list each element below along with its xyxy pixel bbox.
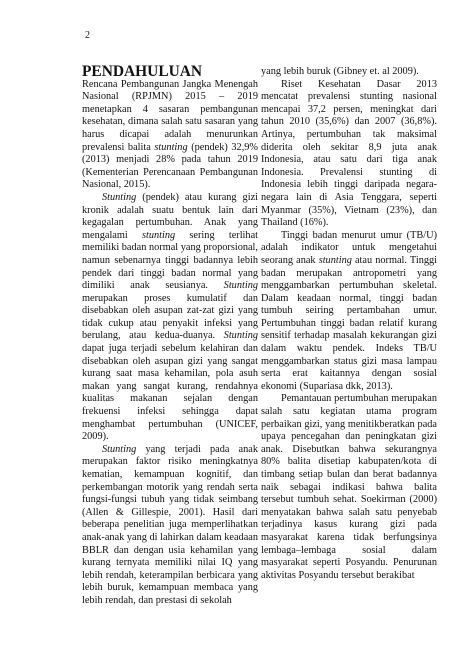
section-heading: PENDAHULUAN [82, 63, 203, 80]
italic-term: Stunting [102, 443, 137, 455]
italic-term: Stunting [102, 191, 137, 203]
paragraph [261, 230, 437, 394]
paragraph [261, 393, 437, 582]
text-run: yang lebih buruk (Gibney et. al 2009). [261, 66, 419, 77]
text-run: Riset Kesehatan Dasar 2013 mencatat prevalensi stunting nasional mencapai 37,2 persen, meningkat dari tahun 2010 (35,6%) dan 2007 (36,8%). Artinya, pertumbuhan tak maksimal diderita oleh sekitar 8,9 juta anak Indonesia, atau satu dari tiga anak Indonesia. Prevalensi stunting di Indonesia lebih tinggi daripada negara-negara lain di Asia Tenggara, seperti Myanmar (35%), Vietnam (23%), dan Thailand (16%). [261, 78, 437, 229]
left-column-body [82, 79, 258, 608]
paragraph [261, 79, 437, 230]
italic-term: stunting [154, 141, 188, 153]
text-run: atau normal. Tinggi badan merupakan antropometri yang menggambarkan pertumbuhan skeletal. Dalam keadaan normal, tinggi badan tumbuh seiring pertambahan umur. Pertumbuhan tinggi badan relatif kurang sensitif terhadap masalah kekurangan gizi dalam waktu pendek. Indeks TB/U menggambarkan status gizi masa lampau serta erat kaitannya dengan sosial ekonomi (Supariasa dkk, 2013). [261, 254, 437, 392]
text-run: yang terjadi pada anak merupakan faktor risiko meningkatnya kematian, kemampuan kognitif, dan perkembangan motorik yang rendah serta fungsi-fungsi tubuh yang tidak seimbang (Allen & Gillespie, 2001). Hasil dari beberapa penelitian juga memperlihatkan anak-anak yang di lahirkan dalam keadaan BBLR dan dengan usia kehamilan yang kurang ternyata memiliki nilai IQ yang lebih rendah, keterampilan berbicara yang lebih buruk, kemampuan membaca yang lebih rendah, dan prestasi di sekolah [82, 443, 258, 606]
paragraph [82, 79, 258, 192]
page-number: 2 [85, 30, 90, 41]
text-run: (pendek) 32,9% (2013) menjadi 28% pada tahun 2019 (Kementerian Perencanaan Pembangunan Nasional, 2015). [82, 141, 258, 191]
italic-term: stunting [142, 229, 176, 241]
text-run: merupakan proses kumulatif dan disebabkan oleh asupan zat-zat gizi yang tidak cukup atau penyakit infeksi yang berulang, atau kedua-duanya. [82, 292, 258, 342]
italic-term: stunting [318, 254, 352, 266]
text-run: Tinggi badan menurut umur (TB/U) adalah indikator untuk mengetahui seorang anak [261, 229, 437, 266]
paragraph [82, 192, 258, 444]
paragraph [261, 66, 437, 79]
paragraph [82, 444, 258, 608]
text-run: Rencana Pembangunan Jangka Menengah Nasional (RPJMN) 2015 – 2019 menetapkan 4 sasaran pembangunan kesehatan, dimana salah satu sasaran yang harus dicapai adalah menurunkan prevalensi balita [82, 78, 258, 153]
right-column-body [261, 66, 437, 582]
text-run: Pemantauan pertumbuhan merupakan salah satu kegiatan utama program perbaikan gizi, yang menitikberatkan pada upaya pencegahan dan peningkatan gizi anak. Disebutkan bahwa sekurangnya 80% balita disetiap kabupaten/kota di timbang setiap bulan dan berat badannya naik sebagai indikasi bahwa balita tersebut tumbuh sehat. Soekirman (2000) menyatakan bahwa salah satu penyebab terjadinya kasus kurang gizi pada masyarakat karena tidak berfungsinya lembaga–lembaga sosial dalam masyarakat seperti Posyandu. Penurunan aktivitas Posyandu tersebut berakibat [261, 393, 437, 581]
italic-term: Stunting [223, 280, 258, 292]
text-run: sering terlihat memiliki badan normal yang proporsional, namun sebenarnya tinggi badannya lebih pendek dari tinggi badan normal yang dimiliki anak seusianya. [82, 229, 258, 292]
left-column [82, 63, 258, 608]
italic-term: Stunting [223, 330, 258, 342]
right-column [261, 66, 437, 582]
text-run: (pendek) atau kurang gizi kronik adalah suatu bentuk lain dari kegagalan pertumbuhan. Anak yang mengalami [82, 191, 258, 241]
text-run: dapat juga terjadi sebelum kelahiran dan disebabkan oleh asupan gizi yang sangat kurang saat masa kehamilan, pola asuh makan yang sangat kurang, rendahnya kualitas makanan sejalan dengan frekuensi infeksi sehingga dapat menghambat pertumbuhan (UNICEF, 2009). [82, 343, 258, 443]
